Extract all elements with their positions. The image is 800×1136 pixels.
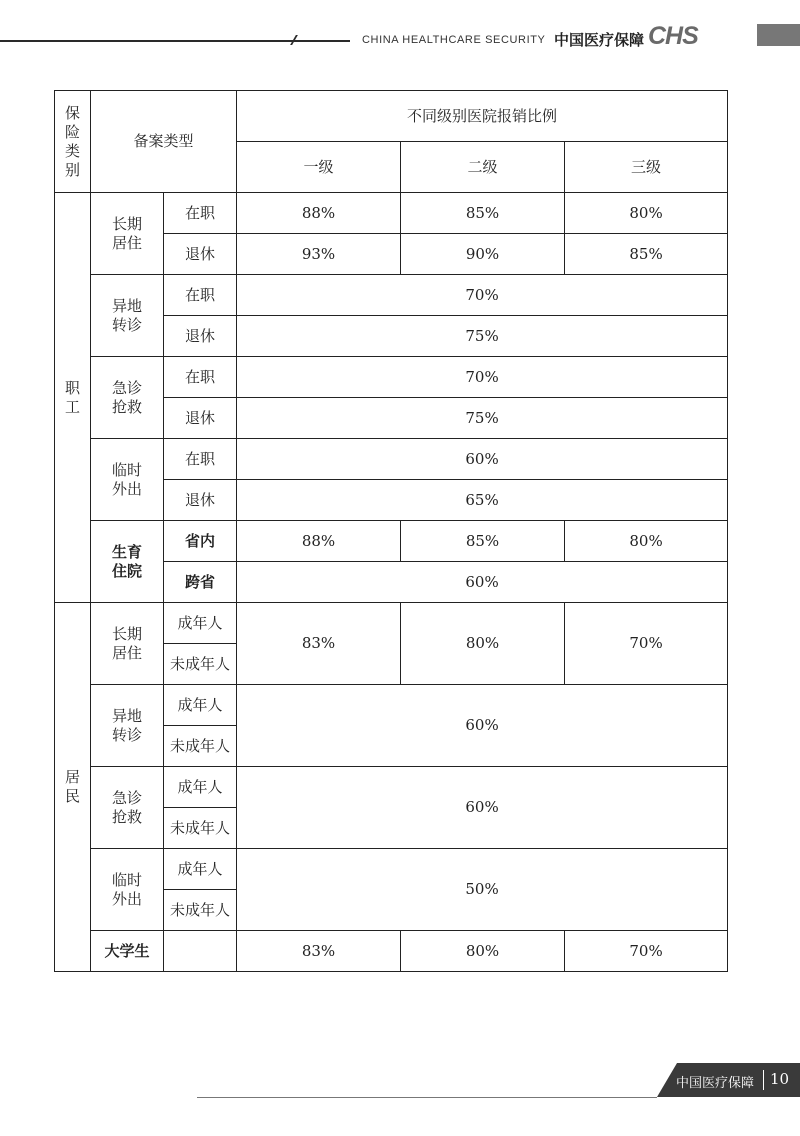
table-cell: 85% [401, 193, 565, 234]
table-row [55, 849, 728, 890]
table-cell: 83% [237, 931, 401, 972]
table-header-row [55, 91, 728, 142]
employee-emergency-label [91, 357, 164, 439]
table-row [55, 357, 728, 398]
table-cell: 88% [237, 521, 401, 562]
insurance-type-header-text: 保险类别 [65, 103, 81, 179]
table-cell: 88% [237, 193, 401, 234]
ratio-title-header: 不同级别医院报销比例 [237, 91, 728, 142]
table-cell: 93% [237, 234, 401, 275]
employee-emergency-retired: 退休 [164, 398, 237, 439]
employee-group-text: 职工 [65, 378, 81, 416]
resident-emergency-text: 急诊抢救 [112, 788, 143, 826]
resident-transfer-adult: 成年人 [164, 685, 237, 726]
footer-rule [197, 1097, 657, 1098]
resident-long-term-text: 长期居住 [112, 624, 143, 662]
employee-temporary-label [91, 439, 164, 521]
level-1-header: 一级 [237, 142, 401, 193]
table-cell: 80% [565, 521, 728, 562]
table-cell: 80% [401, 931, 565, 972]
table-cell: 70% [565, 603, 728, 685]
employee-transfer-working: 在职 [164, 275, 237, 316]
table-cell: 70% [237, 275, 728, 316]
resident-transfer-label [91, 685, 164, 767]
table-cell: 85% [401, 521, 565, 562]
employee-long-term-label [91, 193, 164, 275]
chs-logo: CHS [648, 22, 698, 50]
table-row [55, 275, 728, 316]
table-row [55, 767, 728, 808]
employee-long-term-working: 在职 [164, 193, 237, 234]
resident-student-label: 大学生 [91, 931, 164, 972]
table-cell: 60% [237, 767, 728, 849]
resident-long-term-label [91, 603, 164, 685]
resident-temporary-label [91, 849, 164, 931]
resident-student-empty [164, 931, 237, 972]
employee-emergency-text: 急诊抢救 [112, 378, 143, 416]
insurance-type-header [55, 91, 91, 193]
table-row [55, 193, 728, 234]
table-cell: 50% [237, 849, 728, 931]
page-number: 10 [770, 1070, 790, 1088]
level-2-header: 二级 [401, 142, 565, 193]
resident-emergency-minor: 未成年人 [164, 808, 237, 849]
resident-temporary-minor: 未成年人 [164, 890, 237, 931]
reimbursement-table [54, 90, 728, 972]
table-row [55, 439, 728, 480]
table-cell: 75% [237, 398, 728, 439]
employee-transfer-label [91, 275, 164, 357]
employee-long-term-retired: 退休 [164, 234, 237, 275]
resident-emergency-label [91, 767, 164, 849]
employee-maternity-text: 生育住院 [112, 542, 143, 580]
employee-transfer-text: 异地转诊 [112, 296, 143, 334]
level-3-header: 三级 [565, 142, 728, 193]
footer-publication: 中国医疗保障 [676, 1076, 755, 1091]
employee-maternity-label [91, 521, 164, 603]
resident-temporary-text: 临时外出 [112, 870, 143, 908]
table-row [55, 603, 728, 644]
employee-long-term-text: 长期居住 [112, 214, 143, 252]
resident-temporary-adult: 成年人 [164, 849, 237, 890]
table-cell: 60% [237, 685, 728, 767]
table-cell: 80% [565, 193, 728, 234]
header-rule [0, 40, 350, 42]
table-cell: 70% [565, 931, 728, 972]
employee-emergency-working: 在职 [164, 357, 237, 398]
table-row [55, 521, 728, 562]
resident-emergency-adult: 成年人 [164, 767, 237, 808]
table-cell: 85% [565, 234, 728, 275]
table-cell: 80% [401, 603, 565, 685]
table-cell: 90% [401, 234, 565, 275]
table-cell: 65% [237, 480, 728, 521]
table-cell: 60% [237, 562, 728, 603]
table-cell: 70% [237, 357, 728, 398]
header-english-title: CHINA HEALTHCARE SECURITY [362, 34, 546, 46]
header-chinese-title: 中国医疗保障 [554, 31, 645, 49]
footer-separator [763, 1070, 764, 1090]
table-cell: 83% [237, 603, 401, 685]
resident-transfer-text: 异地转诊 [112, 706, 143, 744]
resident-long-term-adult: 成年人 [164, 603, 237, 644]
table-row [55, 685, 728, 726]
header-corner-block [757, 24, 800, 46]
table-cell: 75% [237, 316, 728, 357]
employee-transfer-retired: 退休 [164, 316, 237, 357]
employee-temporary-retired: 退休 [164, 480, 237, 521]
resident-group-label [55, 603, 91, 972]
employee-temporary-text: 临时外出 [112, 460, 143, 498]
employee-maternity-in-province: 省内 [164, 521, 237, 562]
resident-long-term-minor: 未成年人 [164, 644, 237, 685]
employee-group-label [55, 193, 91, 603]
employee-temporary-working: 在职 [164, 439, 237, 480]
employee-maternity-cross-province: 跨省 [164, 562, 237, 603]
resident-transfer-minor: 未成年人 [164, 726, 237, 767]
table-cell: 60% [237, 439, 728, 480]
resident-group-text: 居民 [65, 768, 81, 805]
record-type-header: 备案类型 [91, 91, 237, 193]
